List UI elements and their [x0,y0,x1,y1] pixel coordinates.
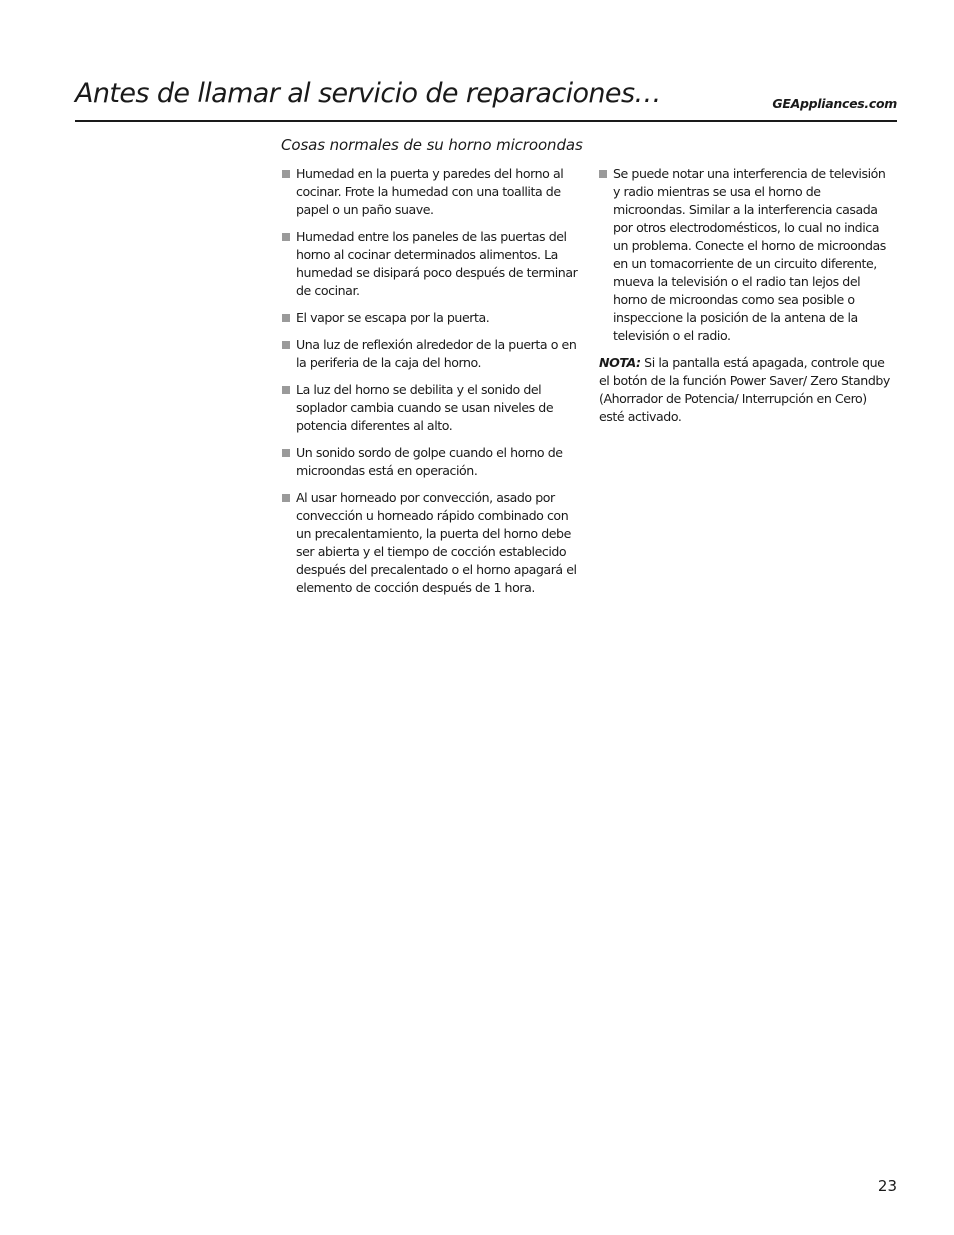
list-item [282,336,582,372]
list-item-text: Se puede notar una interferencia de televisión y radio mientras se usa el horno de microondas. Similar a la interferencia casada por otros electrodomésticos, lo cual no indica un problema. Conecte el horno de microondas en un tomacorriente de un circuito diferente, mueva la televisión o el radio tan lejos del horno de microondas como sea posible o inspeccione la posición de la antena de la televisión o el radio. [613,166,886,343]
note-paragraph [599,354,891,426]
title-divider [75,120,897,122]
left-column-list [282,165,582,606]
square-bullet-icon [282,494,290,502]
list-item-text: Un sonido sordo de golpe cuando el horno de microondas está en operación. [296,445,563,478]
list-item [599,165,891,345]
square-bullet-icon [282,314,290,322]
list-item [282,165,582,219]
list-item [282,444,582,480]
note-label: NOTA: [599,355,641,370]
note-text: Si la pantalla está apagada, controle que el botón de la función Power Saver/ Zero Standby (Ahorrador de Potencia/ Interrupción en Cero) esté activado. [599,355,890,424]
right-column-list [599,165,891,354]
square-bullet-icon [282,449,290,457]
section-heading: Cosas normales de su horno microondas [281,136,583,154]
list-item-text: Humedad en la puerta y paredes del horno al cocinar. Frote la humedad con una toallita de papel o un paño suave. [296,166,564,217]
list-item [282,309,582,327]
square-bullet-icon [282,233,290,241]
list-item [282,489,582,597]
list-item-text: Una luz de reflexión alrededor de la puerta o en la periferia de la caja del horno. [296,337,577,370]
list-item [282,228,582,300]
list-item-text: La luz del horno se debilita y el sonido del soplador cambia cuando se usan niveles de potencia diferentes al alto. [296,382,554,433]
page-number: 23 [877,1177,897,1195]
list-item-text: Al usar horneado por convección, asado por convección u horneado rápido combinado con un precalentamiento, la puerta del horno debe ser abierta y el tiempo de cocción establecido después del precalentado o el horno apagará el elemento de cocción después de 1 hora. [296,490,577,595]
list-item-text: Humedad entre los paneles de las puertas del horno al cocinar determinados alimentos. La humedad se disipará poco después de terminar de cocinar. [296,229,578,298]
page-title: Antes de llamar al servicio de reparaciones… [75,78,661,109]
list-item [282,381,582,435]
list-item-text: El vapor se escapa por la puerta. [296,310,490,325]
square-bullet-icon [599,170,607,178]
website-url: GEAppliances.com [772,96,897,111]
square-bullet-icon [282,170,290,178]
square-bullet-icon [282,341,290,349]
square-bullet-icon [282,386,290,394]
